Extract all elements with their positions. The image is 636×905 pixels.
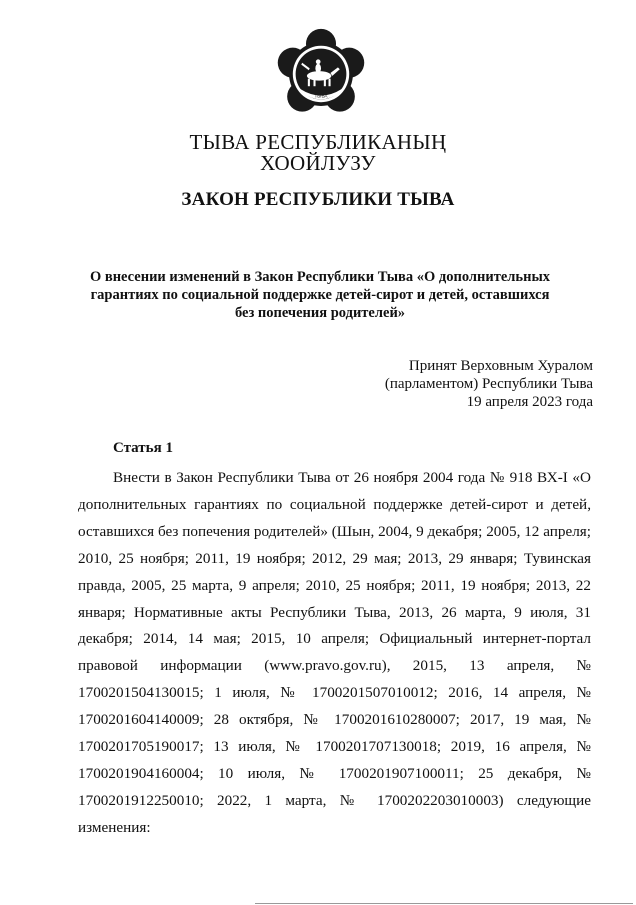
article-body	[78, 465, 591, 842]
parliament-name-tuvan-line2: ХООЙЛУЗУ	[260, 151, 376, 175]
law-subject-line: гарантиях по социальной поддержке детей-сирот и детей, оставшихся	[90, 287, 550, 303]
body-line: оставшихся без попечения родителей» (Шын, 2004, 9 декабря; 2005, 12 апреля;	[78, 522, 591, 540]
law-subject-line: О внесении изменений в Закон Республики Тыва «О дополнительных	[89, 269, 551, 285]
article-title: Статья 1	[113, 440, 173, 456]
body-line: 1700201904160004; 10 июля, № 1700201907100011; 25 декабря, №	[78, 764, 591, 782]
body-line: 1700201912250010; 2022, 1 марта, № 1700202203010003) следующие	[78, 791, 591, 809]
law-title: ЗАКОН РЕСПУБЛИКИ ТЫВА	[181, 189, 455, 210]
tuva-coat-of-arms-icon	[274, 27, 368, 121]
body-line: 1700201604140009; 28 октября, № 1700201610280007; 2017, 19 мая, №	[78, 711, 591, 729]
emblem-ribbon-text: ТЫВА	[314, 93, 328, 99]
body-line: декабря; 2014, 14 мая; 2015, 10 апреля; Официальный интернет-портал	[78, 630, 591, 648]
page-bottom-divider	[255, 903, 633, 904]
adoption-date: 19 апреля 2023 года	[466, 394, 593, 410]
adoption-note	[385, 357, 593, 411]
body-line: 1700201504130015; 1 июля, № 1700201507010012; 2016, 14 апреля, №	[78, 684, 591, 702]
body-line: Внести в Закон Республики Тыва от 26 ноября 2004 года № 918 ВХ-I «О	[113, 469, 591, 486]
parliament-name-tuvan-line1: ТЫВА РЕСПУБЛИКАНЫҢ	[189, 130, 447, 154]
body-line: правовой информации (www.pravo.gov.ru), 2015, 13 апреля, №	[78, 657, 591, 675]
body-line: правда, 2005, 25 марта, 9 апреля; 2010, 25 ноября; 2011, 19 ноября; 2013, 22	[78, 576, 591, 594]
body-line: января; Нормативные акты Республики Тыва, 2013, 26 марта, 9 июля, 31	[78, 603, 591, 621]
body-line: дополнительных гарантиях по социальной поддержке детей-сирот и детей,	[78, 495, 591, 513]
adoption-note-line: Принят Верховным Хуралом	[408, 358, 593, 374]
law-subject	[70, 268, 570, 322]
law-subject-line: без попечения родителей»	[234, 305, 406, 321]
adoption-note-line: (парламентом) Республики Тыва	[384, 376, 593, 392]
body-line: изменения:	[78, 818, 151, 836]
body-line: 2010, 25 ноября; 2011, 19 ноября; 2012, 29 мая; 2013, 29 января; Тувинская	[78, 549, 591, 567]
body-line: 1700201705190017; 13 июля, № 1700201707130018; 2019, 16 апреля, №	[78, 738, 591, 756]
